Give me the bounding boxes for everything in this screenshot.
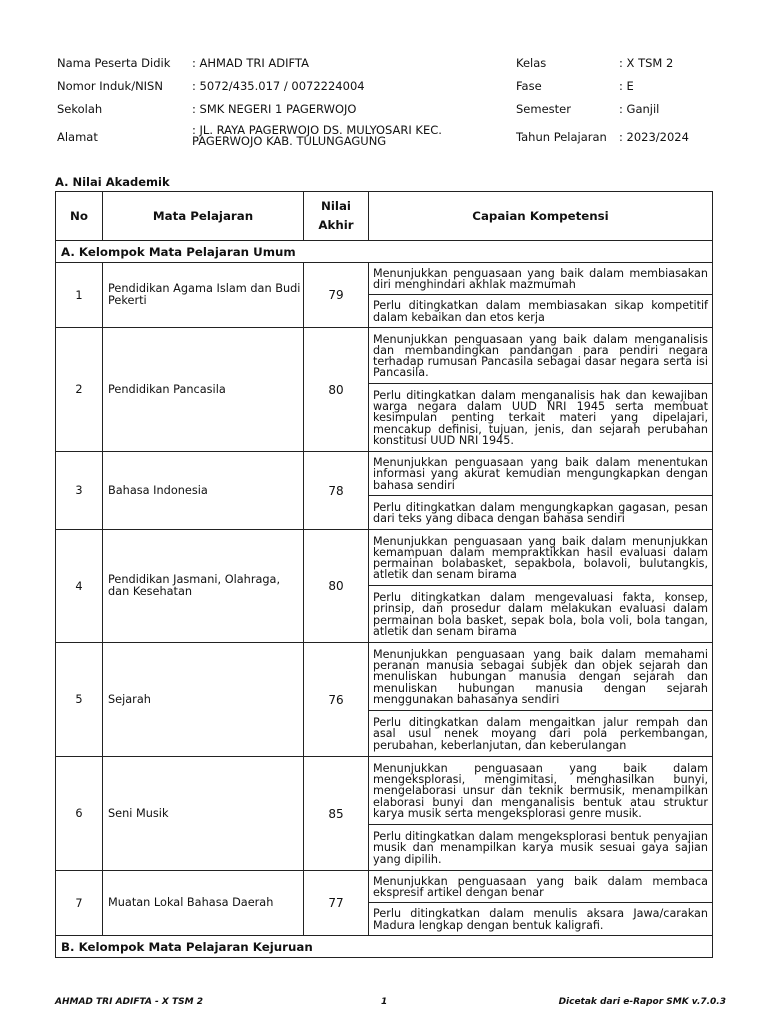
row-mapel: Pendidikan Jasmani, Olahraga, dan Kesehatan [103,530,304,643]
table-row [56,757,713,825]
table-row [56,328,713,384]
row-no: 3 [56,452,103,530]
row-capaian-1: Menunjukkan penguasaan yang baik dalam membaca ekspresif artikel dengan benar [369,871,713,903]
row-capaian-2: Perlu ditingkatkan dalam membiasakan sikap kompetitif dalam kebaikan dan etos kerja [369,295,713,328]
row-capaian-2: Perlu ditingkatkan dalam mengaitkan jalur rempah dan asal usul nenek moyang dari pola perkembangan, perubahan, keberlanjutan, dan keberulangan [369,711,713,757]
value-nisn: : 5072/435.017 / 0072224004 [192,79,365,93]
row-capaian-1: Menunjukkan penguasaan yang baik dalam mengeksplorasi, mengimitasi, menghasilkan bunyi, mengelaborasi unsur dan teknik bermusik, menampilkan elaborasi bunyi dan menganalisis bentuk atau struktur karya musik serta mengeksplorasi genre musik. [369,757,713,825]
row-nilai: 76 [304,643,369,757]
row-nilai: 79 [304,263,369,328]
row-mapel: Pendidikan Pancasila [103,328,304,452]
row-no: 7 [56,871,103,936]
value-semester: : Ganjil [619,102,660,116]
label-alamat: Alamat [57,130,98,144]
section-title: A. Nilai Akademik [55,175,170,189]
row-no: 1 [56,263,103,328]
value-nama: : AHMAD TRI ADIFTA [192,56,309,70]
value-fase: : E [619,79,634,93]
row-nilai: 77 [304,871,369,936]
row-capaian-1: Menunjukkan penguasaan yang baik dalam menentukan informasi yang akurat kemudian mengungkapkan dengan bahasa sendiri [369,452,713,496]
row-capaian-2: Perlu ditingkatkan dalam mengeksplorasi bentuk penyajian musik dan menampilkan karya musik sesuai gaya sajian yang dipilih. [369,825,713,871]
row-capaian-1: Menunjukkan penguasaan yang baik dalam menunjukkan kemampuan dalam mempraktikkan hasil evaluasi dalam permainan bolabasket, sepakbola, bolavoli, bulutangkis, atletik dan senam birama [369,530,713,586]
header-no: No [56,192,103,241]
row-nilai: 80 [304,328,369,452]
grades-table [55,191,713,958]
value-sekolah: : SMK NEGERI 1 PAGERWOJO [192,102,357,116]
row-capaian-1: Menunjukkan penguasaan yang baik dalam membiasakan diri menghindari akhlak mazmumah [369,263,713,295]
table-header-row [56,192,713,241]
header-mapel: Mata Pelajaran [103,192,304,241]
row-no: 4 [56,530,103,643]
row-capaian-2: Perlu ditingkatkan dalam mengungkapkan gagasan, pesan dari teks yang dibaca dengan bahasa sendiri [369,496,713,530]
row-no: 5 [56,643,103,757]
label-fase: Fase [516,79,542,93]
table-row [56,871,713,903]
value-kelas: : X TSM 2 [619,56,674,70]
footer-page-number: 1 [381,997,388,1007]
group-a-header: A. Kelompok Mata Pelajaran Umum [56,241,713,263]
row-capaian-2: Perlu ditingkatkan dalam menulis aksara Jawa/carakan Madura lengkap dengan bentuk kaligrafi. [369,903,713,936]
label-semester: Semester [516,102,571,116]
value-tahun: : 2023/2024 [619,130,689,144]
row-nilai: 80 [304,530,369,643]
row-capaian-2: Perlu ditingkatkan dalam mengevaluasi fakta, konsep, prinsip, dan prosedur dalam melakukan evaluasi dalam permainan bola basket, sepak bola, bola voli, bola tangan, atletik dan senam birama [369,586,713,643]
table-row [56,452,713,496]
table-row [56,643,713,711]
table-row [56,530,713,586]
header-capaian: Capaian Kompetensi [369,192,713,241]
student-info-right [516,57,716,157]
footer-printed-by: Dicetak dari e-Rapor SMK v.7.0.3 [558,997,726,1007]
student-info-left [57,57,477,157]
label-kelas: Kelas [516,56,547,70]
group-b-header: B. Kelompok Mata Pelajaran Kejuruan [56,936,713,958]
label-sekolah: Sekolah [57,102,103,116]
row-no: 2 [56,328,103,452]
row-capaian-1: Menunjukkan penguasaan yang baik dalam memahami peranan manusia sebagai subjek dan objek sejarah dan menuliskan hubungan manusia dengan sejarah dan menuliskan hubungan manusia dengan sejarah menggunakan bahasanya sendiri [369,643,713,711]
row-mapel: Pendidikan Agama Islam dan Budi Pekerti [103,263,304,328]
row-capaian-1: Menunjukkan penguasaan yang baik dalam menganalisis dan membandingkan pandangan para pendiri negara terhadap rumusan Pancasila sebagai dasar negara serta isi Pancasila. [369,328,713,384]
row-capaian-2: Perlu ditingkatkan dalam menganalisis hak dan kewajiban warga negara dalam UUD NRI 1945 serta membuat kesimpulan penting terkait materi yang dipelajari, mencakup definisi, tujuan, jenis, dan sejarah perubahan konstitusi UUD NRI 1945. [369,384,713,452]
header-nilai-text: Nilai Akhir [318,199,354,232]
row-mapel: Bahasa Indonesia [103,452,304,530]
row-mapel: Muatan Lokal Bahasa Daerah [103,871,304,936]
row-nilai: 85 [304,757,369,871]
footer-student: AHMAD TRI ADIFTA - X TSM 2 [55,997,203,1007]
row-mapel: Seni Musik [103,757,304,871]
value-alamat: : JL. RAYA PAGERWOJO DS. MULYOSARI KEC. PAGERWOJO KAB. TULUNGAGUNG [192,123,442,148]
row-mapel: Sejarah [103,643,304,757]
row-nilai: 78 [304,452,369,530]
label-tahun: Tahun Pelajaran [516,130,607,144]
row-no: 6 [56,757,103,871]
header-nilai [304,192,369,241]
label-nisn: Nomor Induk/NISN [57,79,163,93]
label-nama: Nama Peserta Didik [57,56,171,70]
table-row [56,263,713,295]
